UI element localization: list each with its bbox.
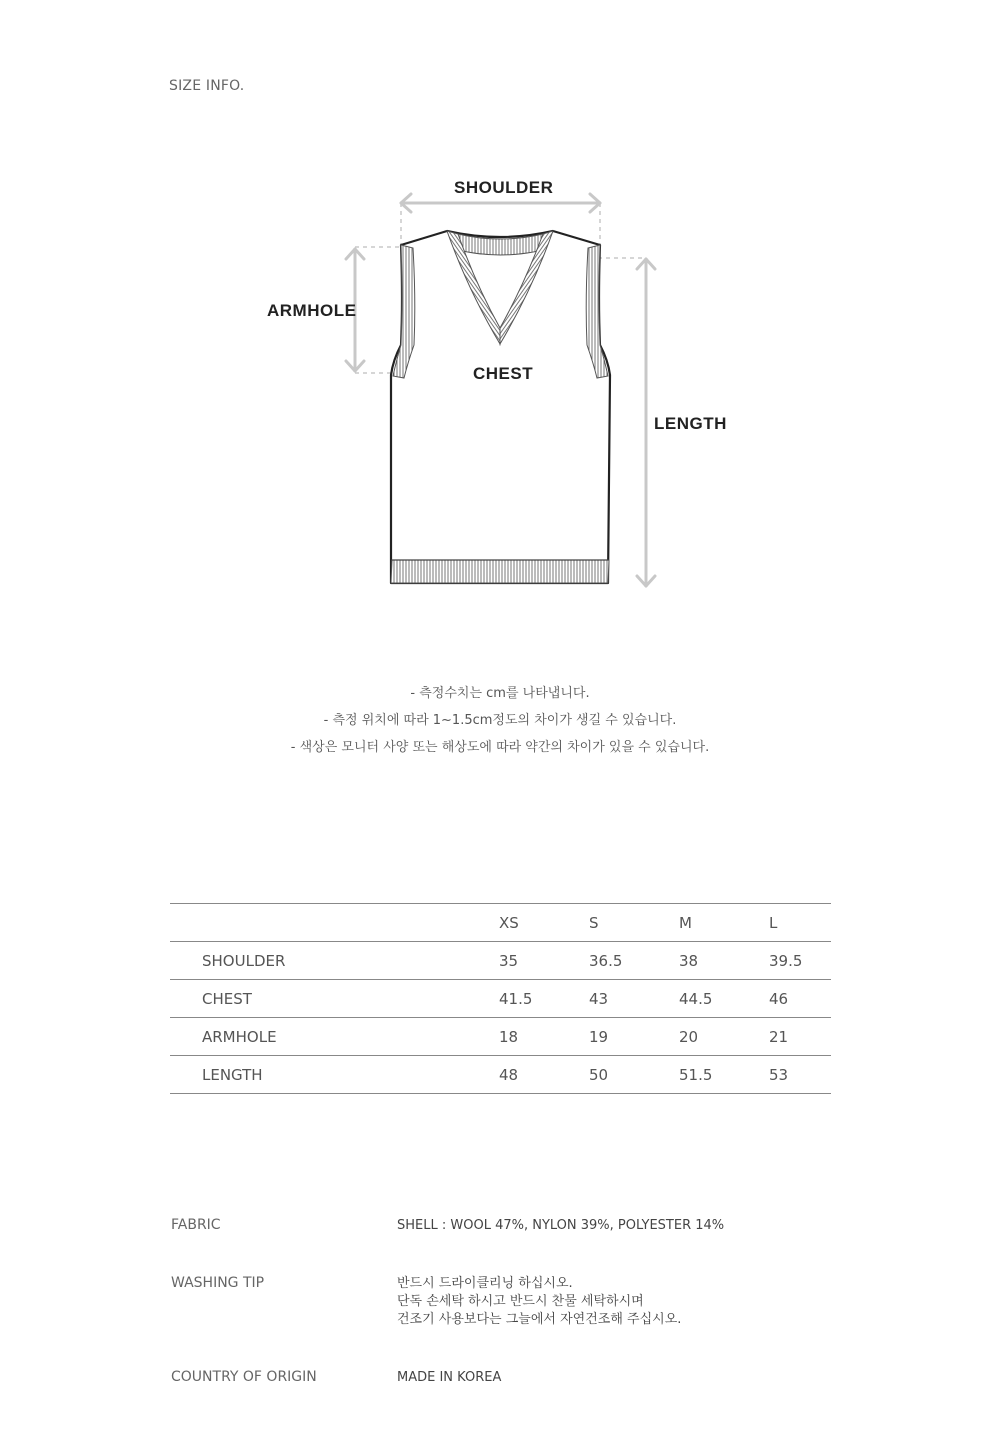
- note-line: - 측정수치는 cm를 나타냅니다.: [410, 686, 590, 701]
- table-row: [170, 1056, 831, 1094]
- vest-size-diagram: [0, 0, 1000, 640]
- table-cell: 36.5: [589, 942, 679, 980]
- table-row: [170, 942, 831, 980]
- vest-illustration: [391, 231, 610, 583]
- table-cell: 41.5: [499, 980, 589, 1018]
- armhole-label: ARMHOLE: [267, 301, 357, 320]
- washing-tip-label: WASHING TIP: [171, 1275, 265, 1291]
- table-cell: 21: [769, 1018, 831, 1056]
- table-cell: 50: [589, 1056, 679, 1094]
- table-header-empty: [170, 904, 499, 942]
- table-header-row: [170, 904, 831, 942]
- chest-label: CHEST: [473, 364, 534, 383]
- measurement-notes: [0, 680, 1000, 761]
- table-row: [170, 1018, 831, 1056]
- fabric-label: FABRIC: [171, 1217, 221, 1233]
- washing-tip-line: 단독 손세탁 하시고 반드시 찬물 세탁하시며: [397, 1294, 644, 1309]
- table-cell: 51.5: [679, 1056, 769, 1094]
- table-cell: 20: [679, 1018, 769, 1056]
- origin-label: COUNTRY OF ORIGIN: [171, 1369, 317, 1385]
- table-cell: 19: [589, 1018, 679, 1056]
- washing-tip-line: 반드시 드라이클리닝 하십시오.: [397, 1276, 573, 1291]
- table-header-s: S: [589, 904, 679, 942]
- table-header-l: L: [769, 904, 831, 942]
- row-label: ARMHOLE: [170, 1018, 499, 1056]
- row-label: SHOULDER: [170, 942, 499, 980]
- table-cell: 38: [679, 942, 769, 980]
- table-cell: 43: [589, 980, 679, 1018]
- table-header-xs: XS: [499, 904, 589, 942]
- shoulder-label: SHOULDER: [454, 178, 554, 197]
- table-cell: 39.5: [769, 942, 831, 980]
- fabric-value: SHELL : WOOL 47%, NYLON 39%, POLYESTER 14%: [397, 1218, 725, 1233]
- table-row: [170, 980, 831, 1018]
- table-cell: 44.5: [679, 980, 769, 1018]
- washing-tip-value: [397, 1275, 681, 1329]
- size-table: [170, 903, 831, 1094]
- table-cell: 18: [499, 1018, 589, 1056]
- row-label: CHEST: [170, 980, 499, 1018]
- row-label: LENGTH: [170, 1056, 499, 1094]
- table-cell: 46: [769, 980, 831, 1018]
- table-header-m: M: [679, 904, 769, 942]
- origin-value: MADE IN KOREA: [397, 1370, 502, 1385]
- washing-tip-line: 건조기 사용보다는 그늘에서 자연건조해 주십시오.: [397, 1312, 682, 1327]
- table-cell: 35: [499, 942, 589, 980]
- table-cell: 53: [769, 1056, 831, 1094]
- note-line: - 측정 위치에 따라 1~1.5cm정도의 차이가 생길 수 있습니다.: [323, 713, 677, 728]
- note-line: - 색상은 모니터 사양 또는 해상도에 따라 약간의 차이가 있을 수 있습니다.: [290, 740, 710, 755]
- length-label: LENGTH: [654, 414, 727, 433]
- table-cell: 48: [499, 1056, 589, 1094]
- section-title: SIZE INFO.: [169, 78, 245, 94]
